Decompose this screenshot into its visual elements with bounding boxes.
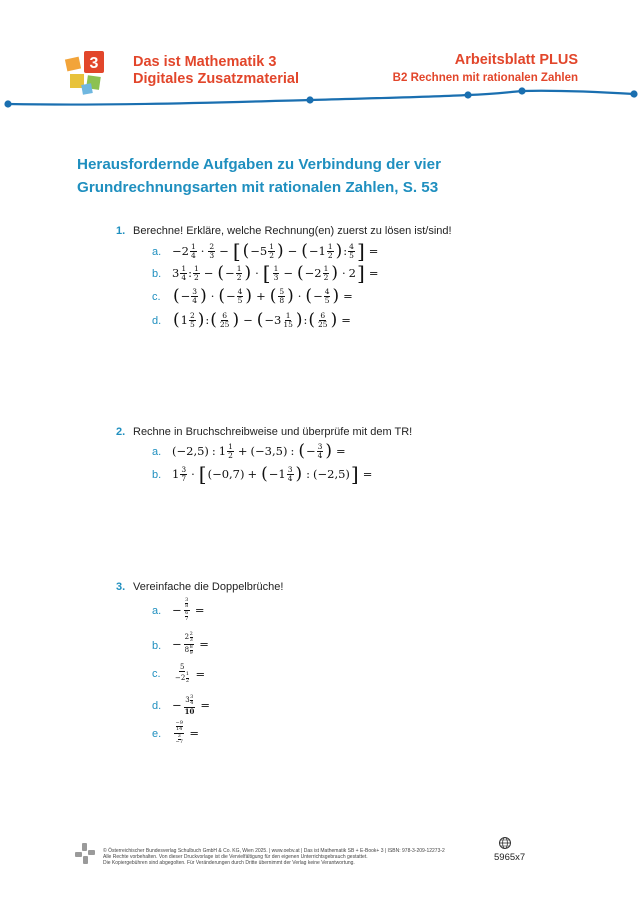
- task-3e-letter: e.: [152, 728, 162, 740]
- task-3-text: Vereinfache die Doppelbrüche!: [133, 581, 284, 593]
- logo-digit: 3: [89, 55, 99, 72]
- task-2b-letter: b.: [152, 469, 162, 481]
- task-1a-expression: −2 1 4 · 2 3 − [ ( −5 1 2 ) − ( −1 1 2 ) : 4 5 ] =: [172, 239, 379, 263]
- task-2-number: 2.: [116, 426, 126, 438]
- brand-line-2: Digitales Zusatzmaterial: [133, 71, 299, 87]
- title-line-2: Grundrechnungsarten mit rationalen Zahlen, S. 53: [77, 179, 439, 196]
- footer-line-2: Alle Rechte vorbehalten. Von dieser Druckvorlage ist die Vervielfältigung für den eigenen Unterrichtsgebrauch gestattet.: [103, 854, 368, 861]
- task-3b-expression: − 2 2 3 8 8 9 =: [172, 630, 209, 656]
- header-divider: [0, 84, 640, 112]
- task-1d-letter: d.: [152, 315, 162, 327]
- task-3b-letter: b.: [152, 640, 162, 652]
- footer-line-1: © Österreichischer Bundesverlag Schulbuch GmbH & Co. KG, Wien 2025. | www.oebv.at | Das ist Mathematik SB + E-Book+ 3 | ISBN: 978-3-209-12273-2: [103, 848, 445, 854]
- task-1c-letter: c.: [152, 291, 161, 303]
- task-3c-letter: c.: [152, 668, 161, 680]
- task-3c-expression: 5 −2 1 2 =: [175, 662, 206, 684]
- task-1b-letter: b.: [152, 268, 162, 280]
- chapter-label: B2 Rechnen mit rationalen Zahlen: [392, 72, 578, 84]
- task-1-number: 1.: [116, 225, 126, 237]
- task-1b-expression: 3 1 4 : 1 2 − ( − 1 2 ) · [ 1 3 − ( −2 1 2 ) · 2 ] =: [172, 261, 379, 285]
- task-2b-expression: 1 3 7 · [ (−0,7) + ( −1 3 4 ) : (−2,5) ] =: [172, 462, 373, 486]
- worksheet-label: Arbeitsblatt PLUS: [454, 52, 578, 68]
- publisher-footer-logo: [74, 842, 96, 866]
- task-1a-letter: a.: [152, 246, 162, 258]
- task-3a-letter: a.: [152, 605, 162, 617]
- page-title: [77, 153, 441, 199]
- task-1c-expression: ( − 3 4 ) · ( − 4 5 ) + ( 5 8 ) · ( − 4 5 ) =: [173, 286, 353, 306]
- task-1d-expression: ( 1 2 5 ) : ( 6 25 ) − ( −3 1 15 ) : ( 6 25 ) =: [173, 310, 351, 330]
- task-3a-expression: − 3 8 6 7 =: [172, 596, 205, 622]
- task-3d-letter: d.: [152, 700, 162, 712]
- task-3d-expression: − 3 3 4 10 =: [172, 693, 211, 716]
- footer-copyright: [103, 848, 445, 867]
- task-2a-expression: (−2,5) : 1 1 2 + (−3,5) : ( − 3 4 ) =: [172, 441, 346, 461]
- task-2-text: Rechne in Bruchschreibweise und überprüfe mit dem TR!: [133, 426, 413, 438]
- brand-line-1: Das ist Mathematik 3: [133, 54, 277, 70]
- web-link-icon[interactable]: [498, 836, 512, 850]
- brand-title: [133, 54, 299, 88]
- footer-line-3: Die Kopiergebühren sind abgegolten. Für Veränderungen durch Dritte übernimmt der Verlag keine Verantwortung.: [103, 860, 355, 867]
- task-3-number: 3.: [116, 581, 126, 593]
- online-code[interactable]: 5965x7: [494, 852, 526, 863]
- task-3e-expression: −9 14 3 −7 =: [175, 719, 200, 745]
- task-1-text: Berechne! Erkläre, welche Rechnung(en) zuerst zu lösen ist/sind!: [133, 225, 452, 237]
- task-2a-letter: a.: [152, 446, 162, 458]
- title-line-1: Herausfordernde Aufgaben zu Verbindung der vier: [77, 156, 441, 173]
